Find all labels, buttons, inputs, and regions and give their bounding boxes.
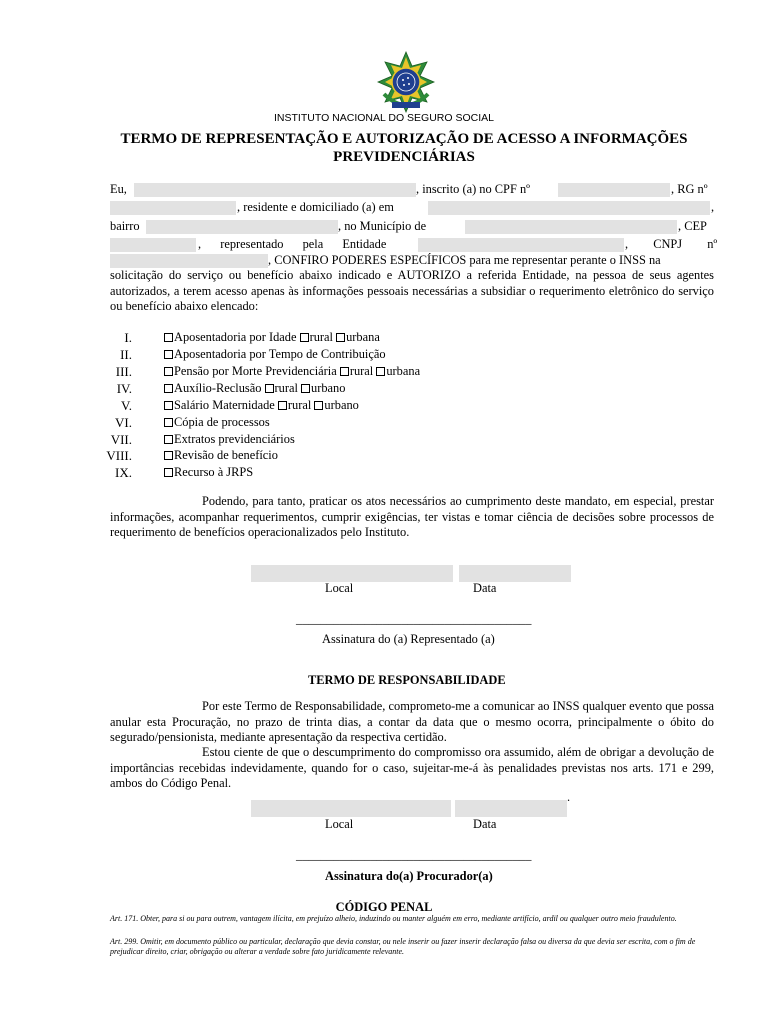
name-field[interactable] (134, 183, 416, 197)
authorization-paragraph: solicitação do serviço ou benefício abaixo indicado e AUTORIZO a referida Entidade, na pessoa de seus agentes autorizados, a terem acesso apenas às informações pessoais necessárias a subsidiar o requerimento eletrônico do serviço ou benefício abaixo elencado: (110, 268, 714, 313)
item-label: Revisão de benefício (174, 448, 278, 462)
signature-caption: Assinatura do(a) Procurador(a) (325, 869, 493, 883)
entity-field[interactable] (418, 238, 624, 252)
item-number: VIII. (106, 448, 132, 463)
form-line-1 (110, 182, 714, 199)
option-rural: rural (309, 330, 333, 344)
label-representado: , representado pela Entidade (198, 237, 387, 251)
option-rural: rural (349, 364, 374, 378)
option-urbano: urbano (311, 381, 346, 395)
comma-1: , (711, 200, 715, 214)
cpf-field[interactable] (558, 183, 670, 197)
option-rural: rural (274, 381, 298, 395)
checkbox-icon[interactable] (164, 401, 173, 410)
label-eu: Eu, (110, 182, 127, 196)
local-label: Local (325, 817, 354, 831)
date-label: Data (473, 817, 497, 831)
option-urbana: urbana (386, 364, 421, 378)
label-confiro: , CONFIRO PODERES ESPECÍFICOS para me representar perante o INSS na (268, 253, 661, 267)
address-field[interactable] (428, 201, 710, 215)
signature-line: ______________________________________ (296, 612, 532, 626)
responsibility-title: TERMO DE RESPONSABILIDADE (308, 673, 506, 687)
date-field[interactable] (459, 565, 571, 582)
checkbox-icon[interactable] (340, 367, 349, 376)
checkbox-icon[interactable] (164, 333, 173, 342)
item-label: Cópia de processos (174, 415, 270, 429)
form-line-3 (110, 219, 714, 236)
date-field[interactable] (455, 800, 567, 817)
brazil-coat-of-arms-icon (374, 50, 438, 114)
checkbox-icon[interactable] (164, 451, 173, 460)
cep-field[interactable] (110, 238, 196, 252)
list-item (100, 381, 500, 398)
form-line-2 (110, 200, 714, 217)
title-line-2: PREVIDENCIÁRIAS (333, 149, 475, 165)
art-299-text: Art. 299. Omitir, em documento público ou particular, declaração que devia constar, ou nele inserir ou fazer inserir declaração falsa ou diversa da que devia ser escrita, com o fim de prejudicar direito, criar, obrigação ou alterar a verdade sobre fato juridicamente relevante. (110, 937, 696, 956)
item-number: V. (121, 398, 132, 413)
checkbox-icon[interactable] (376, 367, 385, 376)
label-inscrito: , inscrito (a) no CPF nº (416, 182, 530, 196)
municipio-field[interactable] (465, 220, 677, 234)
item-label: Pensão por Morte Previdenciária (174, 364, 337, 378)
label-bairro: bairro (110, 219, 140, 233)
list-item (100, 330, 500, 347)
label-residente: , residente e domiciliado (a) em (237, 200, 394, 214)
mandate-paragraph: Podendo, para tanto, praticar os atos necessários ao cumprimento deste mandato, em especial, prestar informações, acompanhar requerimentos, cumprir exigências, ter vistas e tomar ciência de decisões sobre processos de requerimento de benefícios operacionalizados pelo Instituto. (110, 494, 714, 539)
signature-line: ______________________________________ (296, 848, 532, 862)
option-urbano: urbano (324, 398, 359, 412)
label-municipio: , no Município de (338, 219, 427, 233)
item-label: Recurso à JRPS (174, 465, 254, 479)
item-label: Auxílio-Reclusão (174, 381, 262, 395)
option-urbana: urbana (346, 330, 380, 344)
checkbox-icon[interactable] (164, 350, 173, 359)
list-item (100, 415, 500, 432)
list-item (100, 448, 500, 465)
checkbox-icon[interactable] (164, 384, 173, 393)
checkbox-icon[interactable] (278, 401, 287, 410)
trailing-dot: . (567, 790, 571, 804)
label-cep: , CEP (678, 219, 707, 233)
responsibility-paragraph-2: Estou ciente de que o descumprimento do compromisso ora assumido, além de obrigar a devolução de importâncias recebidas indevidamente, quando for o caso, sujeitar-me-á às penalidades previstas nos arts. 171 e 299, ambos do Código Penal. (110, 745, 714, 790)
item-number: III. (115, 364, 132, 379)
item-label: Extratos previdenciários (174, 432, 295, 446)
item-number: II. (120, 347, 132, 362)
list-item (100, 364, 500, 381)
item-label: Salário Maternidade (174, 398, 275, 412)
local-label: Local (325, 581, 354, 595)
cnpj-field[interactable] (110, 254, 268, 268)
signature-caption: Assinatura do (a) Representado (a) (322, 632, 495, 646)
list-item (100, 432, 500, 449)
checkbox-icon[interactable] (164, 367, 173, 376)
option-rural: rural (287, 398, 312, 412)
responsibility-paragraph-1: Por este Termo de Responsabilidade, comprometo-me a comunicar ao INSS qualquer evento que possa anular esta Procuração, no prazo de trinta dias, a contar da data que o mesmo ocorra, principalmente o óbito do segurado/pensionista, mediante apresentação da respectiva certidão. (110, 699, 714, 744)
list-item (100, 465, 500, 482)
item-number: VII. (110, 432, 132, 447)
checkbox-icon[interactable] (300, 333, 309, 342)
document-title (80, 130, 728, 166)
checkbox-icon[interactable] (164, 435, 173, 444)
checkbox-icon[interactable] (301, 384, 310, 393)
list-item (100, 347, 500, 364)
title-line-1: TERMO DE REPRESENTAÇÃO E AUTORIZAÇÃO DE ACESSO A INFORMAÇÕES (120, 131, 688, 147)
label-cnpj: , CNPJ nº (625, 237, 718, 251)
form-line-4 (110, 237, 718, 254)
item-number: I. (124, 330, 132, 345)
label-rg: , RG nº (671, 182, 708, 196)
checkbox-icon[interactable] (265, 384, 274, 393)
local-field[interactable] (251, 800, 451, 817)
checkbox-icon[interactable] (164, 418, 173, 427)
institute-name: INSTITUTO NACIONAL DO SEGURO SOCIAL (274, 112, 494, 124)
list-item (100, 398, 500, 415)
checkbox-icon[interactable] (164, 468, 173, 477)
item-number: IX. (115, 465, 132, 480)
checkbox-icon[interactable] (314, 401, 323, 410)
art-171-text: Art. 171. Obter, para si ou para outrem, vantagem ilícita, em prejuízo alheio, induzindo ou manter alguém em erro, mediante artifício, ardil ou qualquer outro meio fraudulento. (110, 914, 677, 923)
item-number: IV. (116, 381, 132, 396)
rg-field[interactable] (110, 201, 236, 215)
item-label: Aposentadoria por Tempo de Contribuição (174, 347, 386, 361)
item-number: VI. (115, 415, 132, 430)
item-label: Aposentadoria por Idade (174, 330, 297, 344)
penal-code-title: CÓDIGO PENAL (335, 900, 433, 914)
bairro-field[interactable] (146, 220, 338, 234)
local-field[interactable] (251, 565, 453, 582)
checkbox-icon[interactable] (336, 333, 345, 342)
date-label: Data (473, 581, 497, 595)
